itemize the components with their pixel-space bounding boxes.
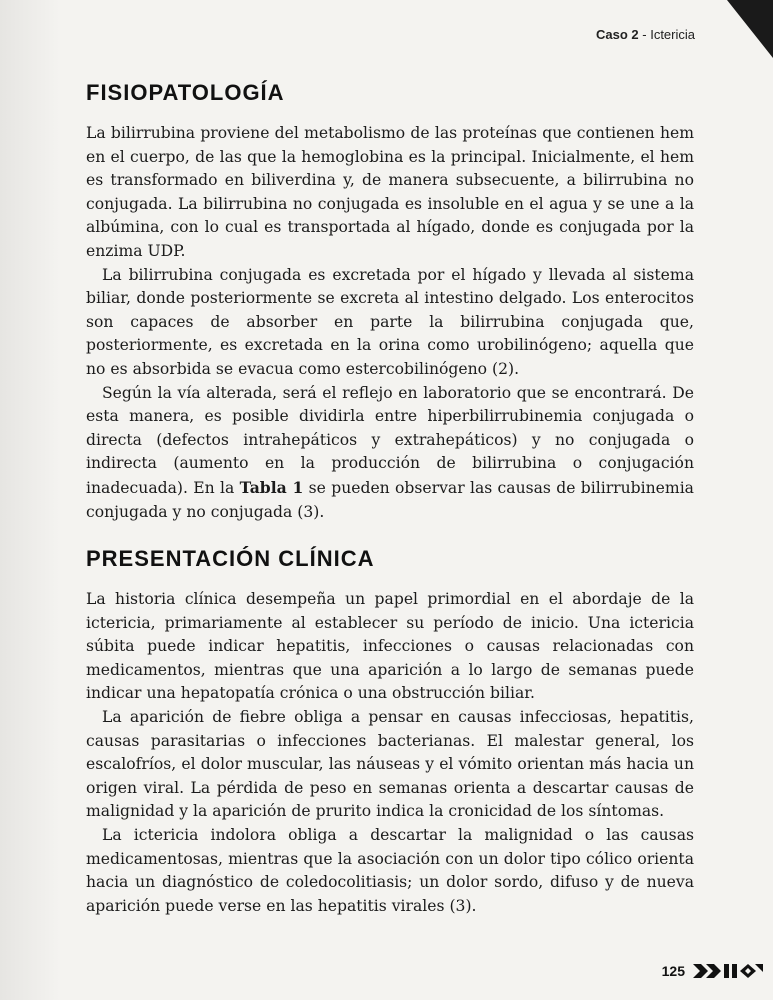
section-heading-fisiopatologia: FISIOPATOLOGÍA <box>86 80 285 105</box>
paragraph: La bilirrubina proviene del metabolismo de las proteínas que contienen hem en el cuerpo, de las que la hemoglobina es la principal. Inicialmente, el hem es transformado en biliverdina y, de manera subsecuente, a bilirrubina no conjugada. La bilirrubina no conjugada es insoluble en el agua y se une a la albúmina, con lo cual es transportada al hígado, donde es conjugada por la enzima UDP. <box>86 124 694 260</box>
paragraph: La bilirrubina conjugada es excretada por el hígado y llevada al sistema biliar, donde posteriormente se excreta al intestino delgado. Los enterocitos son capaces de absorber en parte la bilirrubina conjugada que, posteriormente, es excretada en la orina como urobilinógeno; aquella que no es absorbida se evacua como estercobilinógeno (2). <box>86 265 694 378</box>
section-heading-presentacion-clinica: PRESENTACIÓN CLÍNICA <box>86 546 375 572</box>
paragraph-with-table-reference <box>86 382 694 525</box>
table-reference: Tabla 1 <box>239 477 304 497</box>
header-separator: - <box>638 27 651 42</box>
paragraph: La aparición de fiebre obliga a pensar en causas infecciosas, hepatitis, causas parasitarias o infecciones bacterianas. El malestar general, los escalofríos, el dolor muscular, las náuseas y el vómito orientan más hacia un origen viral. La pérdida de peso en semanas orienta a descartar causas de malignidad y la aparición de prurito indica la cronicidad de los síntomas. <box>86 708 694 821</box>
page-number: 125 <box>661 963 685 979</box>
paragraph-text: Según la vía alterada, será el reflejo en laboratorio que se encontrará. De esta manera, es posible dividirla entre hiperbilirrubinemia conjugada o directa (defectos intrahepáticos y extrahepáticos) y no conjugada o indirecta (aumento en la producción de bilirrubina o conjugación inadecuada). En la <box>86 383 694 497</box>
header-topic: Ictericia <box>650 27 695 42</box>
page-edge-shadow <box>0 0 60 1000</box>
publisher-arrows-logo-icon <box>693 961 765 981</box>
main-content <box>86 78 694 918</box>
paragraph: La historia clínica desempeña un papel primordial en el abordaje de la ictericia, primariamente al establecer su período de inicio. Una ictericia súbita puede indicar hepatitis, infecciones o causas relacionadas con medicamentos, mientras que una aparición a lo largo de semanas puede indicar una hepatopatía crónica o una obstrucción biliar. <box>86 590 694 703</box>
page-footer <box>662 960 765 982</box>
corner-triangle-icon <box>713 0 773 60</box>
running-header <box>596 27 695 42</box>
paragraph: La ictericia indolora obliga a descartar la malignidad o las causas medicamentosas, mientras que la asociación con un dolor tipo cólico orienta hacia un diagnóstico de coledocolitiasis; un dolor sordo, difuso y de nueva aparición puede verse en las hepatitis virales (3). <box>86 826 694 915</box>
header-case-label: Caso 2 <box>596 27 639 42</box>
paragraph-text: se pueden observar las causas de bilirrubinemia conjugada y no conjugada (3). <box>86 478 694 521</box>
